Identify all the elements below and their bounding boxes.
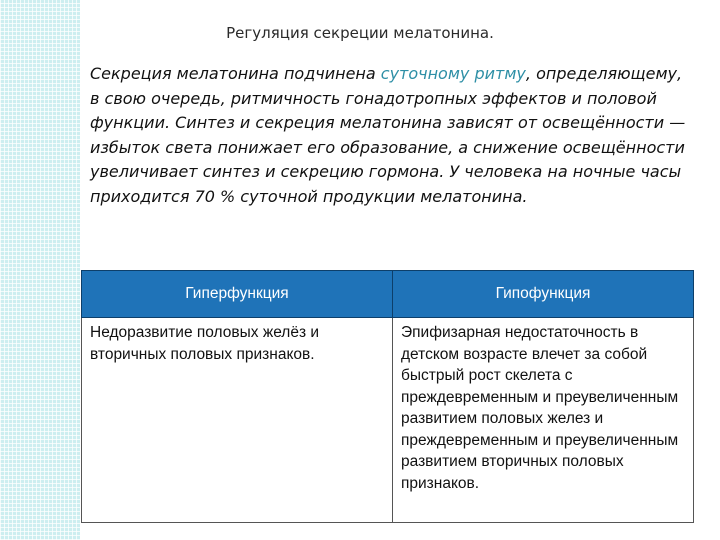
cell-hypofunction: Эпифизарная недостаточность в детском возрасте влечет за собой быстрый рост скелета с преждевременным и преувеличенным развитием половых желез и преждевременным и преувеличенным развитием вторичных половых признаков. (393, 318, 694, 523)
header-hypofunction: Гипофункция (393, 271, 694, 318)
slide-title: Регуляция секреции мелатонина. (226, 24, 494, 42)
paragraph-text-start: Секреция мелатонина подчинена (90, 64, 381, 83)
cell-hyperfunction: Недоразвитие половых желёз и вторичных половых признаков. (82, 318, 393, 523)
paragraph-text-end: , определяющему, в свою очередь, ритмичность гонадотропных эффектов и половой функции. Синтез и секреция мелатонина зависят от освещённости — избыток света понижает его образование, а снижение освещённости увеличивает синтез и секрецию гормона. У человека на ночные часы приходится 70 % суточной продукции мелатонина. (90, 64, 686, 206)
table-row (82, 318, 694, 523)
table-header-row (82, 271, 694, 318)
header-hyperfunction: Гиперфункция (82, 271, 393, 318)
function-table (81, 270, 694, 523)
decorative-side-pattern (0, 0, 80, 540)
paragraph-highlight: суточному ритму (380, 64, 526, 83)
body-paragraph (90, 62, 690, 210)
